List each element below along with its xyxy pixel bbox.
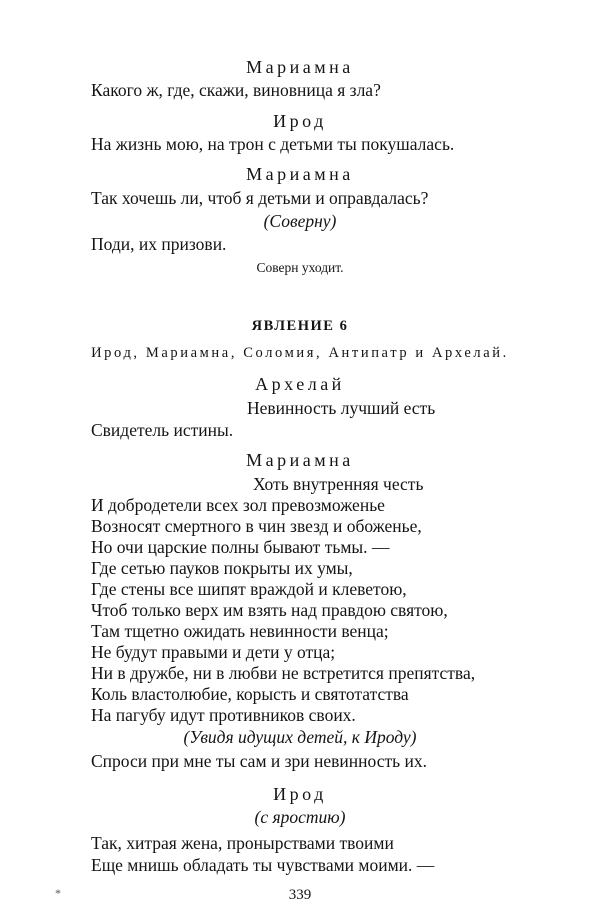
stage-direction: (Соверну) <box>263 211 337 231</box>
speaker-irod-1: Ирод <box>273 111 327 131</box>
verse-line: Хоть внутренняя честь <box>253 474 424 494</box>
verse-line: И добродетели всех зол превозможенье <box>91 495 385 515</box>
verse-line: Какого ж, где, скажи, виновница я зла? <box>91 80 381 100</box>
verse-line: Коль властолюбие, корысть и святотатства <box>91 684 409 704</box>
verse-line: На жизнь мою, на трон с детьми ты покушалась. <box>91 134 455 154</box>
speaker-mariamna-3: Мариамна <box>246 450 354 470</box>
verse-line: Где стены все шипят враждой и клеветою, <box>91 579 407 599</box>
verse-line: Но очи царские полны бывают тьмы. — <box>91 537 390 557</box>
verse-line: Так хочешь ли, чтоб я детьми и оправдалась? <box>91 188 429 208</box>
speaker-mariamna-1: Мариамна <box>246 57 354 77</box>
stage-direction: (Увидя идущих детей, к Ироду) <box>183 727 417 747</box>
page-number: 339 <box>288 887 312 903</box>
margin-mark: * <box>55 886 61 900</box>
cast-list: Ирод, Мариамна, Соломия, Антипатр и Архелай. <box>91 345 509 361</box>
speaker-irod-2: Ирод <box>273 784 327 804</box>
scene-heading: ЯВЛЕНИЕ 6 <box>251 318 349 334</box>
verse-line: Свидетель истины. <box>91 420 234 440</box>
verse-line: Невинность лучший есть <box>247 398 436 418</box>
stage-direction: (с яростию) <box>254 807 346 827</box>
verse-line: Так, хитрая жена, пронырствами твоими <box>91 833 394 853</box>
stage-direction: Соверн уходит. <box>256 260 344 275</box>
verse-line: Еще мнишь обладать ты чувствами моими. — <box>91 855 435 875</box>
verse-line: Ни в дружбе, ни в любви не встретится препятства, <box>91 663 476 683</box>
verse-line: Там тщетно ожидать невинности венца; <box>91 621 389 641</box>
verse-line: Поди, их призови. <box>91 234 227 254</box>
verse-line: Возносят смертного в чин звезд и обоженье, <box>91 516 422 536</box>
verse-line: Спроси при мне ты сам и зри невинность их. <box>91 751 427 771</box>
verse-line: Чтоб только верх им взять над правдою святою, <box>91 600 448 620</box>
speaker-mariamna-2: Мариамна <box>246 164 354 184</box>
verse-line: Где сетью пауков покрыты их умы, <box>91 558 353 578</box>
verse-line: Не будут правыми и дети у отца; <box>91 642 336 662</box>
speaker-arhelay: Архелай <box>255 374 345 394</box>
verse-line: На пагубу идут противников своих. <box>91 705 356 725</box>
